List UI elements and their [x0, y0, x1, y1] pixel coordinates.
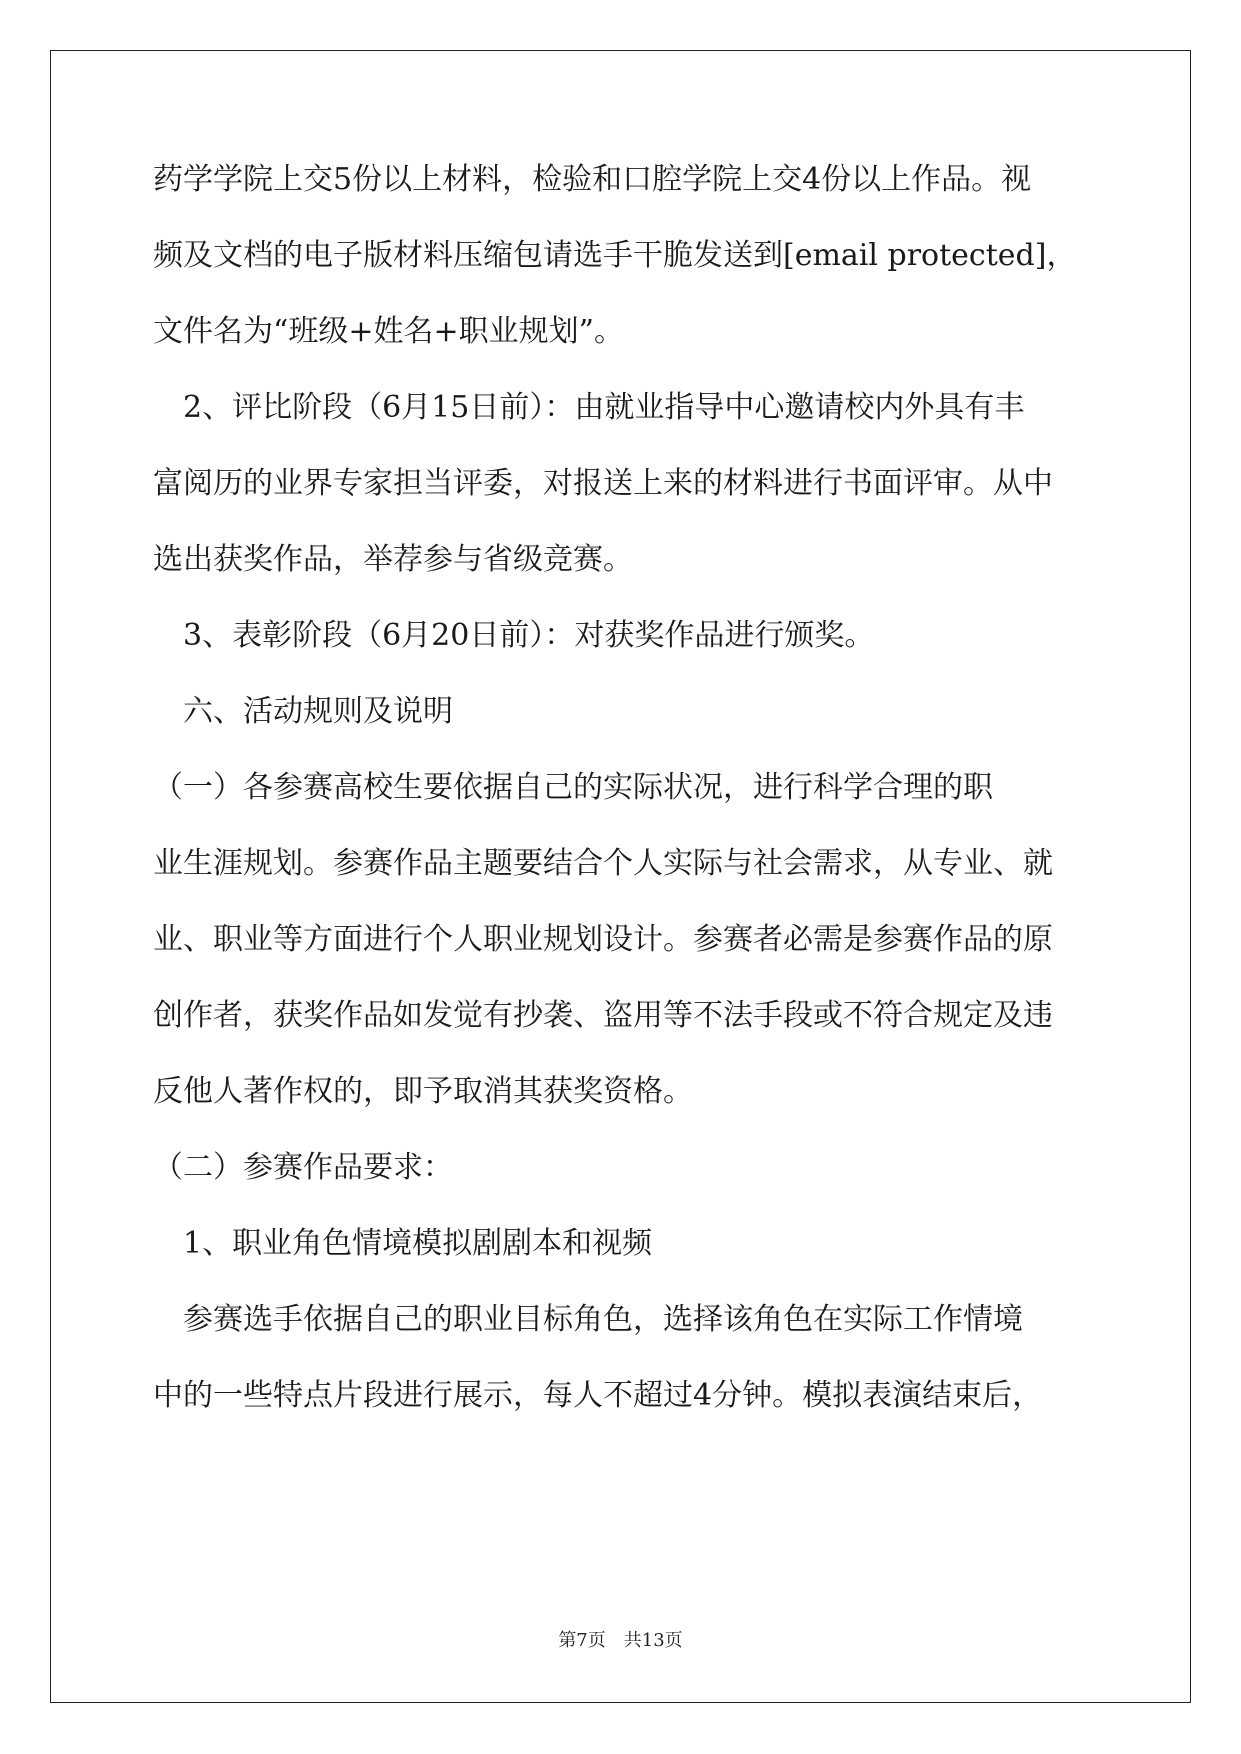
body-line: 创作者，获奖作品如发觉有抄袭、盗用等不法手段或不符合规定及违: [153, 998, 1053, 1033]
body-line: （一）各参赛高校生要依据自己的实际状况，进行科学合理的职: [153, 770, 993, 805]
body-line: 选出获奖作品，举荐参与省级竞赛。: [153, 542, 633, 577]
body-line: 参赛选手依据自己的职业目标角色，选择该角色在实际工作情境: [153, 1302, 1023, 1337]
body-line: 文件名为“班级+姓名+职业规划”。: [153, 314, 624, 349]
body-line: 富阅历的业界专家担当评委，对报送上来的材料进行书面评审。从中: [153, 466, 1053, 501]
body-line: 药学学院上交5份以上材料，检验和口腔学院上交4份以上作品。视: [153, 162, 1032, 197]
body-line: 3、表彰阶段（6月20日前）：对获奖作品进行颁奖。: [153, 618, 875, 653]
body-line: 2、评比阶段（6月15日前）：由就业指导中心邀请校内外具有丰: [153, 390, 1025, 425]
section-heading: 六、活动规则及说明: [153, 694, 453, 729]
body-line: 反他人著作权的，即予取消其获奖资格。: [153, 1074, 693, 1109]
page-number: 第7页 共13页: [558, 1630, 683, 1651]
body-line: 业生涯规划。参赛作品主题要结合个人实际与社会需求，从专业、就: [153, 846, 1053, 881]
body-line: 中的一些特点片段进行展示，每人不超过4分钟。模拟表演结束后，: [153, 1378, 1043, 1413]
body-line: 频及文档的电子版材料压缩包请选手干脆发送到[email protected]，: [153, 238, 1077, 273]
body-line: 1、职业角色情境模拟剧剧本和视频: [153, 1226, 653, 1261]
subsection-heading: （二）参赛作品要求：: [153, 1150, 453, 1185]
body-line: 业、职业等方面进行个人职业规划设计。参赛者必需是参赛作品的原: [153, 922, 1053, 957]
